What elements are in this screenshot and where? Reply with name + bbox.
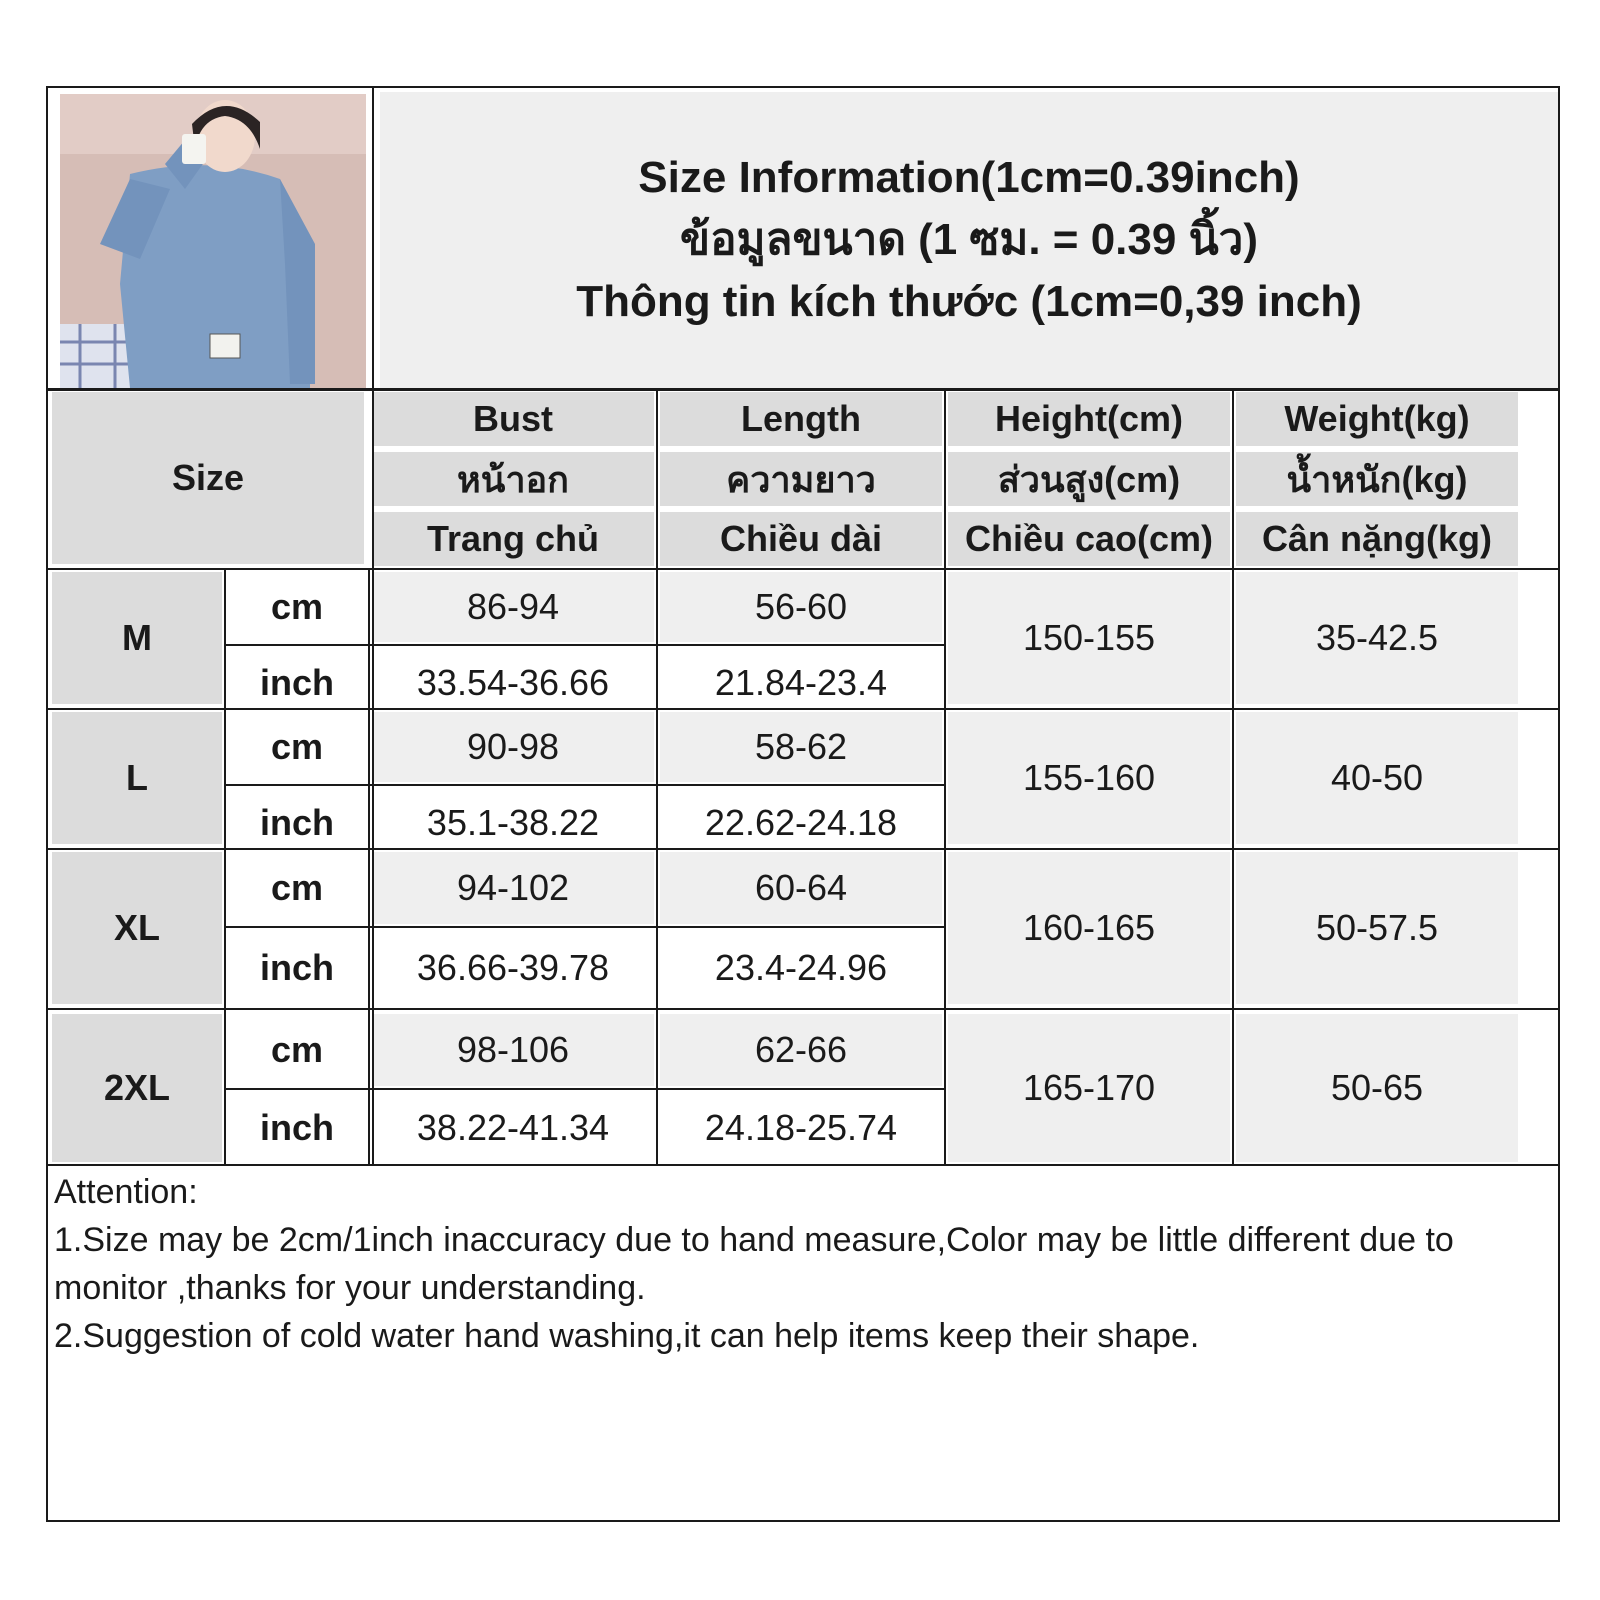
unit-inch-xl: inch bbox=[228, 930, 366, 1006]
product-photo bbox=[60, 94, 366, 388]
bust-inch-2xl: 38.22-41.34 bbox=[372, 1092, 654, 1164]
size-header: Size bbox=[52, 392, 364, 564]
length-inch-xl: 23.4-24.96 bbox=[660, 930, 942, 1006]
divider bbox=[226, 784, 946, 786]
divider bbox=[1232, 390, 1234, 1166]
notes-line-1: 1.Size may be 2cm/1inch inaccuracy due to hand measure,Color may be little different due to monitor ,thanks for your understanding. bbox=[54, 1221, 1464, 1307]
divider bbox=[48, 848, 1558, 850]
divider bbox=[226, 1088, 946, 1090]
bust-header-vi: Trang chủ bbox=[372, 512, 654, 566]
notes-line-2: 2.Suggestion of cold water hand washing,it can help items keep their shape. bbox=[54, 1317, 1200, 1355]
divider bbox=[48, 1164, 1558, 1166]
bust-inch-l: 35.1-38.22 bbox=[372, 788, 654, 858]
height-l: 155-160 bbox=[948, 712, 1230, 844]
size-label-xl: XL bbox=[52, 852, 222, 1004]
height-xl: 160-165 bbox=[948, 852, 1230, 1004]
height-header-en: Height(cm) bbox=[948, 392, 1230, 446]
notes-heading: Attention: bbox=[54, 1173, 198, 1211]
divider bbox=[368, 570, 370, 1166]
length-header-vi: Chiều dài bbox=[660, 512, 942, 566]
unit-cm-l: cm bbox=[228, 712, 366, 782]
length-cm-2xl: 62-66 bbox=[660, 1014, 942, 1086]
height-2xl: 165-170 bbox=[948, 1014, 1230, 1162]
unit-inch-m: inch bbox=[228, 648, 366, 718]
title-thai: ข้อมูลขนาด (1 ซม. = 0.39 นิ้ว) bbox=[679, 215, 1258, 264]
length-inch-l: 22.62-24.18 bbox=[660, 788, 942, 858]
unit-inch-l: inch bbox=[228, 788, 366, 858]
divider bbox=[48, 568, 1558, 570]
length-header-en: Length bbox=[660, 392, 942, 446]
height-header-th: ส่วนสูง(cm) bbox=[948, 452, 1230, 506]
bust-inch-m: 33.54-36.66 bbox=[372, 648, 654, 718]
size-label-l: L bbox=[52, 712, 222, 844]
size-label-m: M bbox=[52, 572, 222, 704]
title-english: Size Information(1cm=0.39inch) bbox=[638, 153, 1300, 202]
unit-cm-m: cm bbox=[228, 572, 366, 642]
weight-m: 35-42.5 bbox=[1236, 572, 1518, 704]
unit-cm-2xl: cm bbox=[228, 1014, 366, 1086]
divider bbox=[656, 390, 658, 1166]
divider bbox=[226, 926, 946, 928]
length-cm-xl: 60-64 bbox=[660, 852, 942, 924]
unit-cm-xl: cm bbox=[228, 852, 366, 924]
length-inch-2xl: 24.18-25.74 bbox=[660, 1092, 942, 1164]
weight-header-vi: Cân nặng(kg) bbox=[1236, 512, 1518, 566]
weight-header-th: น้ำหนัก(kg) bbox=[1236, 452, 1518, 506]
divider bbox=[944, 390, 946, 1166]
weight-l: 40-50 bbox=[1236, 712, 1518, 844]
title-vietnamese: Thông tin kích thước (1cm=0,39 inch) bbox=[576, 277, 1362, 326]
length-cm-m: 56-60 bbox=[660, 572, 942, 642]
divider bbox=[372, 88, 374, 1166]
weight-xl: 50-57.5 bbox=[1236, 852, 1518, 1004]
divider bbox=[48, 1008, 1558, 1010]
bust-cm-l: 90-98 bbox=[372, 712, 654, 782]
length-header-th: ความยาว bbox=[660, 452, 942, 506]
unit-inch-2xl: inch bbox=[228, 1092, 366, 1164]
divider bbox=[48, 388, 1558, 391]
attention-notes bbox=[54, 1168, 1554, 1360]
model-illustration bbox=[60, 94, 366, 388]
divider bbox=[224, 570, 226, 1166]
bust-cm-xl: 94-102 bbox=[372, 852, 654, 924]
height-m: 150-155 bbox=[948, 572, 1230, 704]
height-header-vi: Chiều cao(cm) bbox=[948, 512, 1230, 566]
bust-cm-m: 86-94 bbox=[372, 572, 654, 642]
size-label-2xl: 2XL bbox=[52, 1014, 222, 1162]
bust-cm-2xl: 98-106 bbox=[372, 1014, 654, 1086]
bust-header-en: Bust bbox=[372, 392, 654, 446]
weight-header-en: Weight(kg) bbox=[1236, 392, 1518, 446]
bust-header-th: หน้าอก bbox=[372, 452, 654, 506]
weight-2xl: 50-65 bbox=[1236, 1014, 1518, 1162]
bust-inch-xl: 36.66-39.78 bbox=[372, 930, 654, 1006]
length-cm-l: 58-62 bbox=[660, 712, 942, 782]
size-title bbox=[380, 92, 1558, 388]
length-inch-m: 21.84-23.4 bbox=[660, 648, 942, 718]
divider bbox=[48, 708, 1558, 710]
divider bbox=[226, 644, 946, 646]
size-chart bbox=[46, 86, 1560, 1522]
